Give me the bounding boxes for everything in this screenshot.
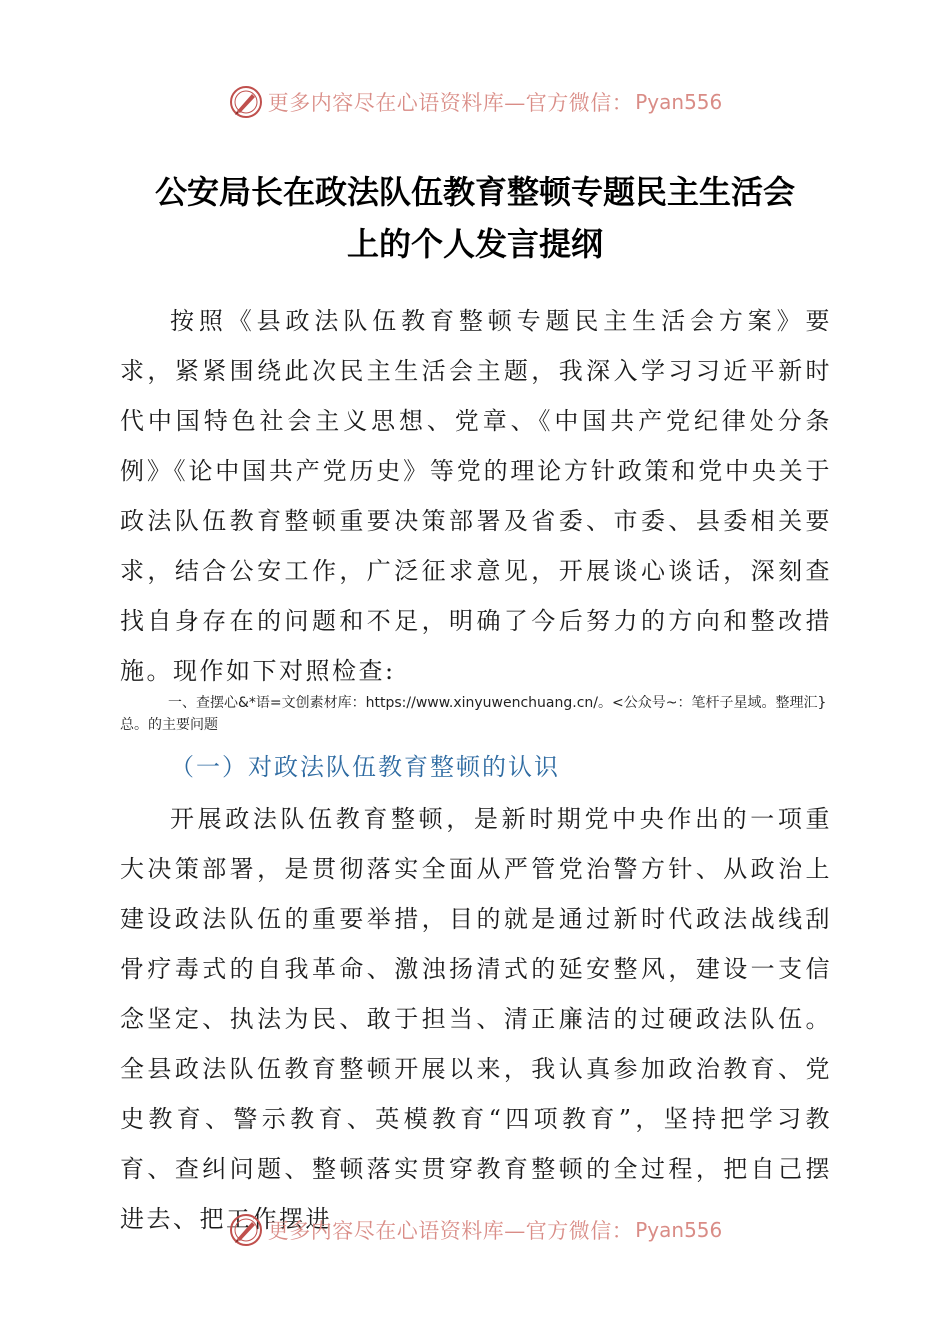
footer-banner [0,1208,950,1252]
pen-logo-icon [228,1212,264,1248]
subheading: （一）对政法队伍教育整顿的认识 [170,753,560,781]
header-banner [0,80,950,124]
title-line-2: 上的个人发言提纲 [346,225,603,263]
banner-text: 更多内容尽在心语资料库—官方微信： [267,91,634,115]
banner-wechat-id: Pyan556 [635,90,723,114]
title-line-1: 公安局长在政法队伍教育整顿专题民主生活会 [154,173,795,211]
section-note: 一、查摆心&*语=文创素材库：https://www.xinyuwenchuang.cn/。<公众号~：笔杆子星域。整理汇}总。的主要问题 [120,695,827,733]
banner-text: 更多内容尽在心语资料库—官方微信： [267,1219,634,1243]
pen-logo-icon [228,84,264,120]
intro-paragraph: 按照《县政法队伍教育整顿专题民主生活会方案》要求，紧紧围绕此次民主生活会主题，我深入学习习近平新时代中国特色社会主义思想、党章、《中国共产党纪律处分条例》《论中国共产党历史》等党的理论方针政策和党中央关于政法队伍教育整顿重要决策部署及省委、市委、县委相关要求，结合公安工作，广泛征求意见，开展谈心谈话，深刻查找自身存在的问题和不足，明确了今后努力的方向和整改措施。现作如下对照检查: [120,307,832,685]
body-paragraph: 开展政法队伍教育整顿，是新时期党中央作出的一项重大决策部署，是贯彻落实全面从严管党治警方针、从政治上建设政法队伍的重要举措，目的就是通过新时代政法战线刮骨疗毒式的自我革命、激浊扬清式的延安整风，建设一支信念坚定、执法为民、敢于担当、清正廉洁的过硬政法队伍。全县政法队伍教育整顿开展以来，我认真参加政治教育、党史教育、警示教育、英模教育“四项教育”，坚持把学习教育、查纠问题、整顿落实贯穿教育整顿的全过程，把自己摆进去、把工作摆进 [120,805,832,1233]
banner-wechat-id: Pyan556 [635,1218,723,1242]
document-title [100,166,850,270]
